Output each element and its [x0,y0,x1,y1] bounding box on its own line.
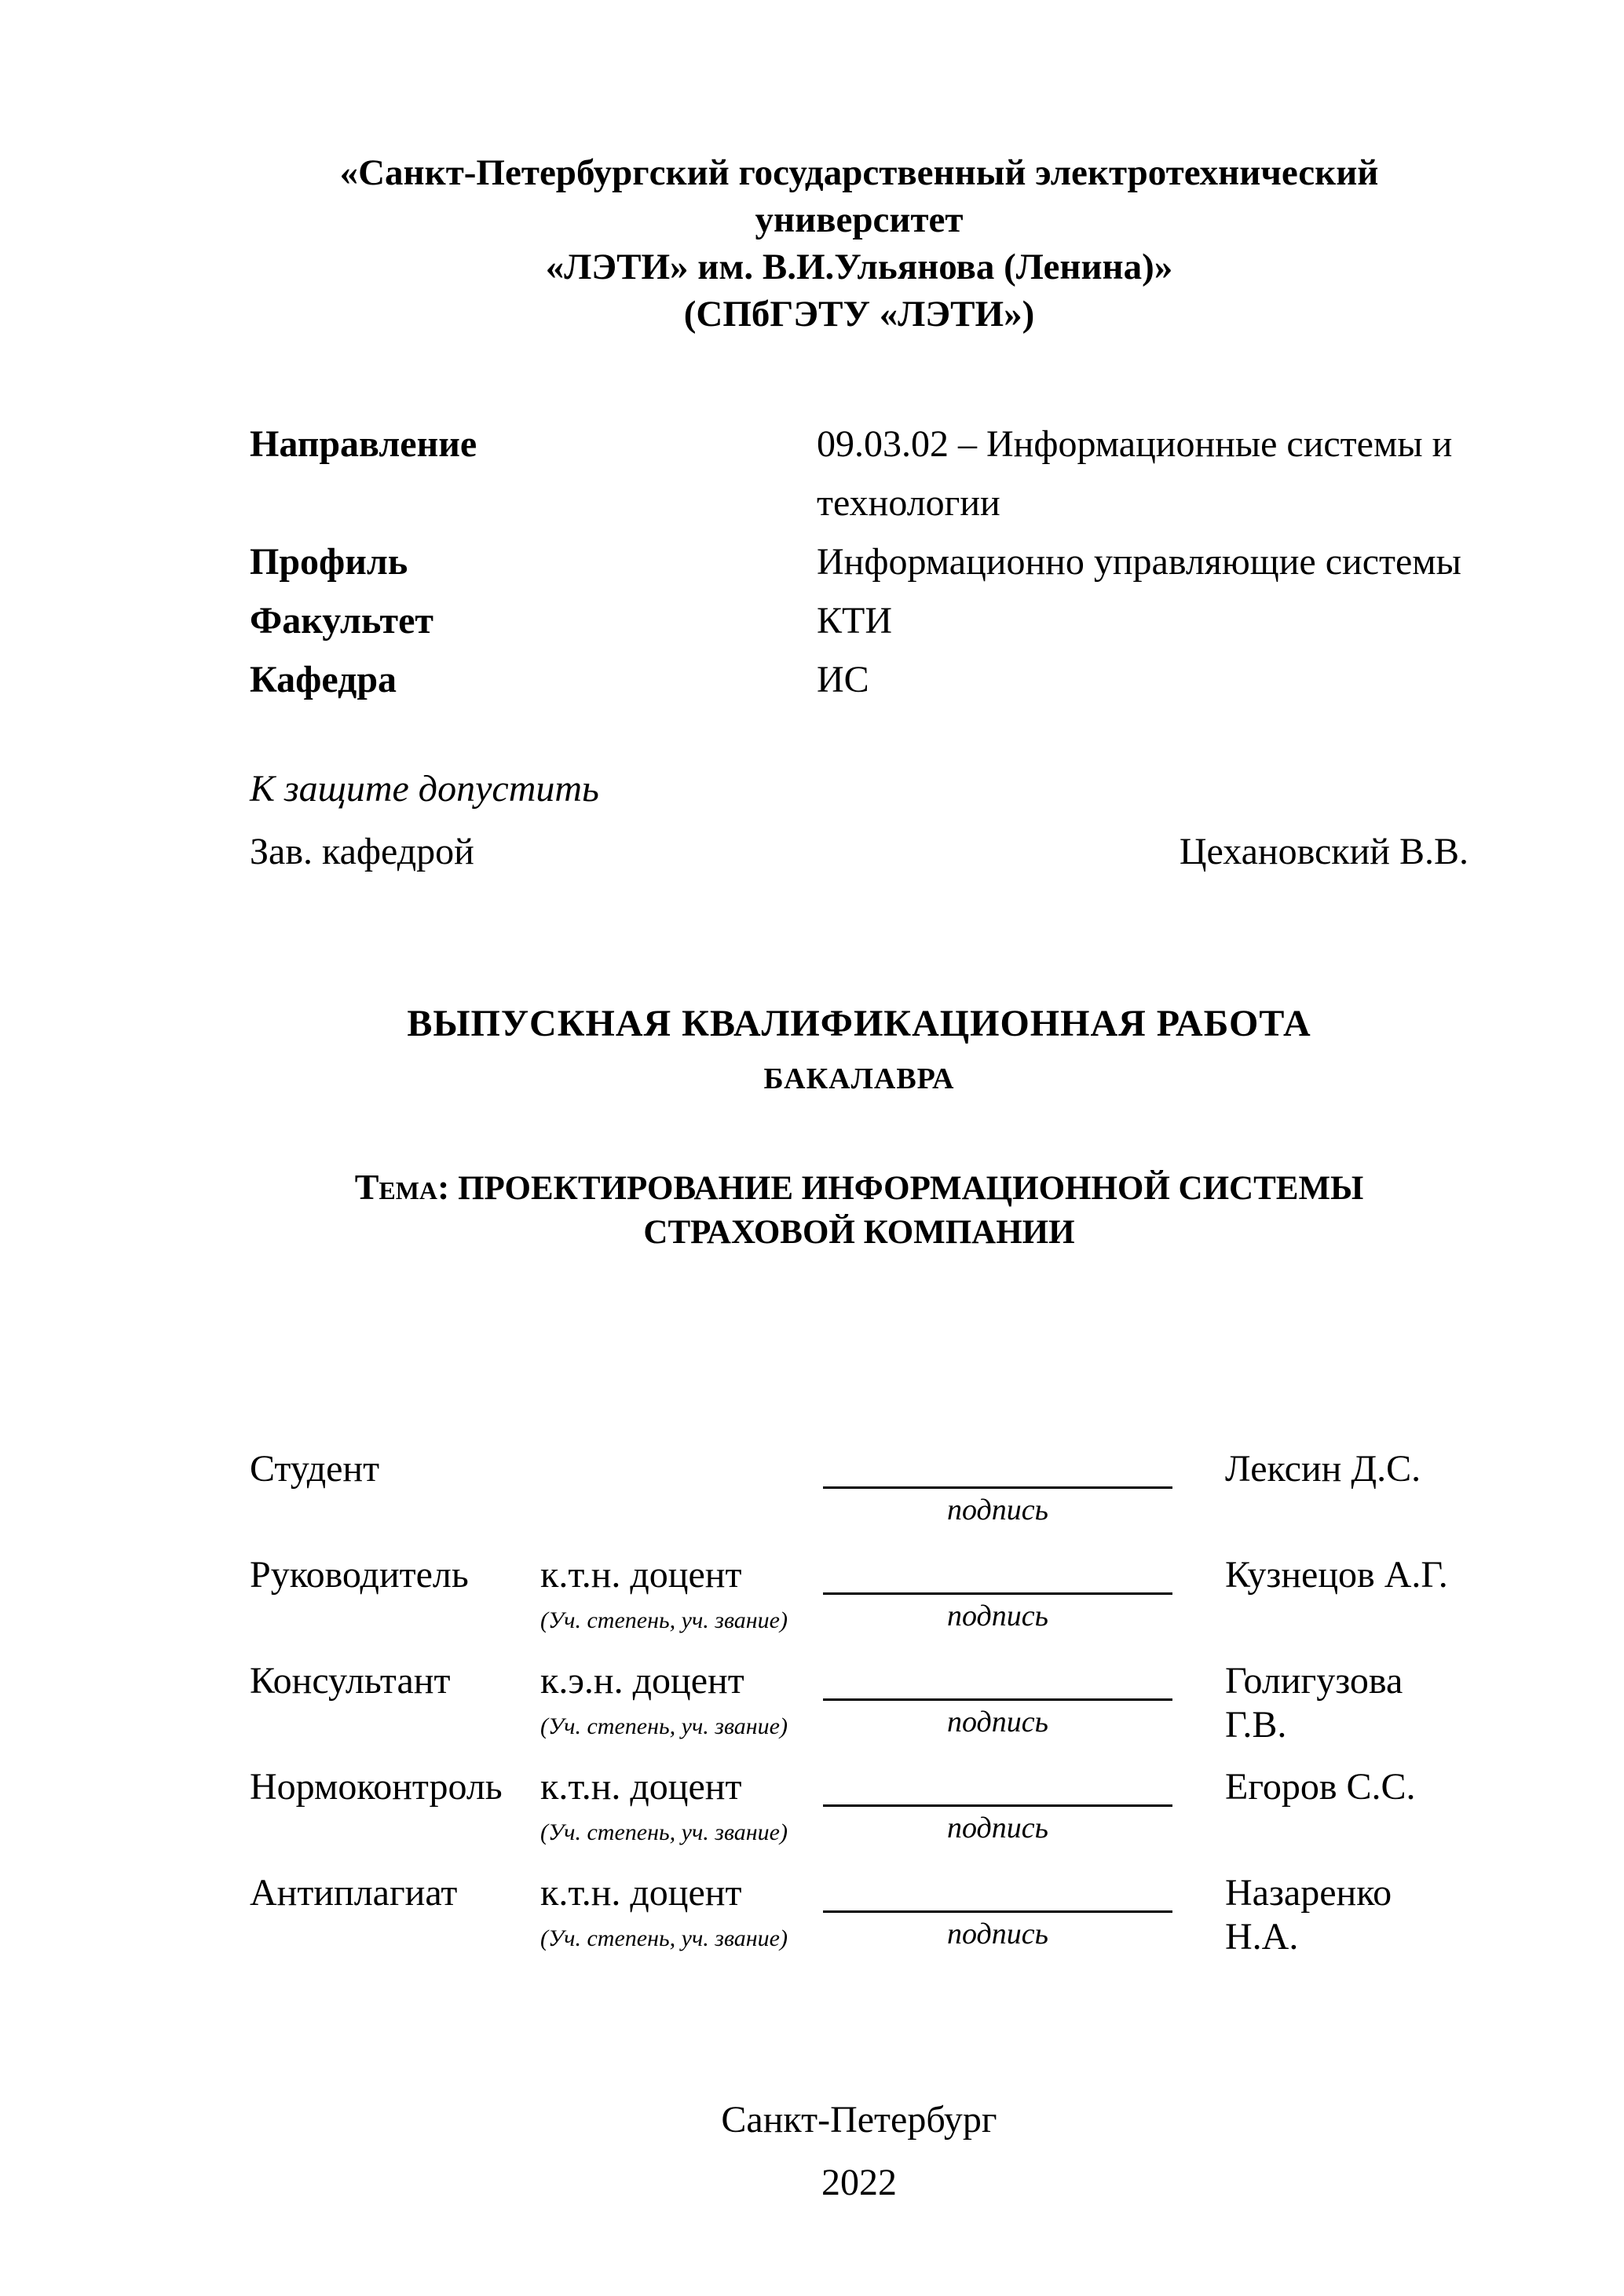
profile-label: Профиль [250,541,408,583]
degree-caption: (Уч. степень, уч. звание) [540,1713,788,1739]
signature-name: Лексин Д.С. [1225,1448,1421,1490]
theme-block [250,1165,1469,1255]
university-name-line2: «ЛЭТИ» им. В.И.Ульянова (Ленина)» [545,247,1173,287]
signature-line-cell [817,1553,1178,1634]
university-abbreviation: (СПбГЭТУ «ЛЭТИ») [683,294,1035,335]
footer-city: Санкт-Петербург [721,2099,997,2141]
faculty-value: КТИ [817,600,892,642]
signature-degree: к.т.н. доцент [540,1872,742,1914]
direction-value: 09.03.02 – Информационные системы и технологии [817,423,1453,524]
signature-degree: к.т.н. доцент [540,1766,742,1808]
theme-label: Тема: [354,1167,450,1207]
signature-caption: подпись [947,1706,1048,1738]
degree-caption: (Уч. степень, уч. звание) [540,1607,788,1633]
signature-caption: подпись [947,1600,1048,1632]
signature-degree: к.э.н. доцент [540,1660,744,1702]
signature-line-cell [817,1871,1178,1952]
head-of-department-name: Цехановский В.В. [1179,831,1469,872]
signature-row-norm-control [250,1765,1469,1871]
signature-name: Голигузова Г.В. [1225,1660,1403,1746]
signature-name: Кузнецов А.Г. [1225,1554,1448,1596]
signature-line-cell [817,1765,1178,1846]
signature-role: Руководитель [250,1554,469,1596]
signature-line-cell [817,1659,1178,1740]
signature-name: Назаренко Н.А. [1225,1872,1392,1958]
admission-block [250,758,1469,883]
signature-role: Нормоконтроль [250,1766,503,1808]
work-title-main: ВЫПУСКНАЯ КВАЛИФИКАЦИОННАЯ РАБОТА [407,1003,1311,1044]
department-value: ИС [817,659,869,700]
direction-label: Направление [250,423,477,465]
program-info-block [250,415,1469,709]
signature-degree-cell [540,1553,817,1635]
signature-row-supervisor [250,1553,1469,1659]
head-of-department-label: Зав. кафедрой [250,831,474,872]
department-label: Кафедра [250,659,397,700]
admission-signer-row [250,821,1469,883]
profile-value: Информационно управляющие системы [817,541,1461,583]
signature-caption: подпись [947,1812,1048,1844]
signature-degree-cell [540,1871,817,1953]
signature-name: Егоров С.С. [1225,1766,1416,1808]
signature-row-student [250,1447,1469,1553]
signature-role: Антиплагиат [250,1872,458,1914]
info-row-department [250,650,1469,709]
info-row-profile [250,532,1469,591]
theme-text: ПРОЕКТИРОВАНИЕ ИНФОРМАЦИОННОЙ СИСТЕМЫ СТРАХОВОЙ КОМПАНИИ [458,1170,1364,1251]
signature-table [250,1447,1469,1977]
work-title-block [250,1000,1469,1099]
signature-row-consultant [250,1659,1469,1765]
admission-statement: К защите допустить [250,768,599,810]
university-name-line1: «Санкт-Петербургский государственный электротехнический университет [339,152,1379,240]
signature-role: Консультант [250,1660,451,1702]
signature-degree-cell [540,1765,817,1847]
university-header [250,149,1469,338]
signature-role: Студент [250,1448,380,1490]
footer-block [250,2089,1469,2214]
footer-year: 2022 [821,2162,897,2203]
degree-caption: (Уч. степень, уч. звание) [540,1819,788,1845]
info-row-faculty [250,591,1469,650]
signature-row-antiplagiarism [250,1871,1469,1977]
signature-degree: к.т.н. доцент [540,1554,742,1596]
degree-caption: (Уч. степень, уч. звание) [540,1925,788,1951]
signature-line-cell [817,1447,1178,1528]
signature-caption: подпись [947,1493,1048,1526]
signature-degree-cell [540,1659,817,1741]
signature-caption: подпись [947,1918,1048,1951]
faculty-label: Факультет [250,600,433,642]
info-row-direction [250,415,1469,532]
work-title-sub: БАКАЛАВРА [763,1062,955,1095]
